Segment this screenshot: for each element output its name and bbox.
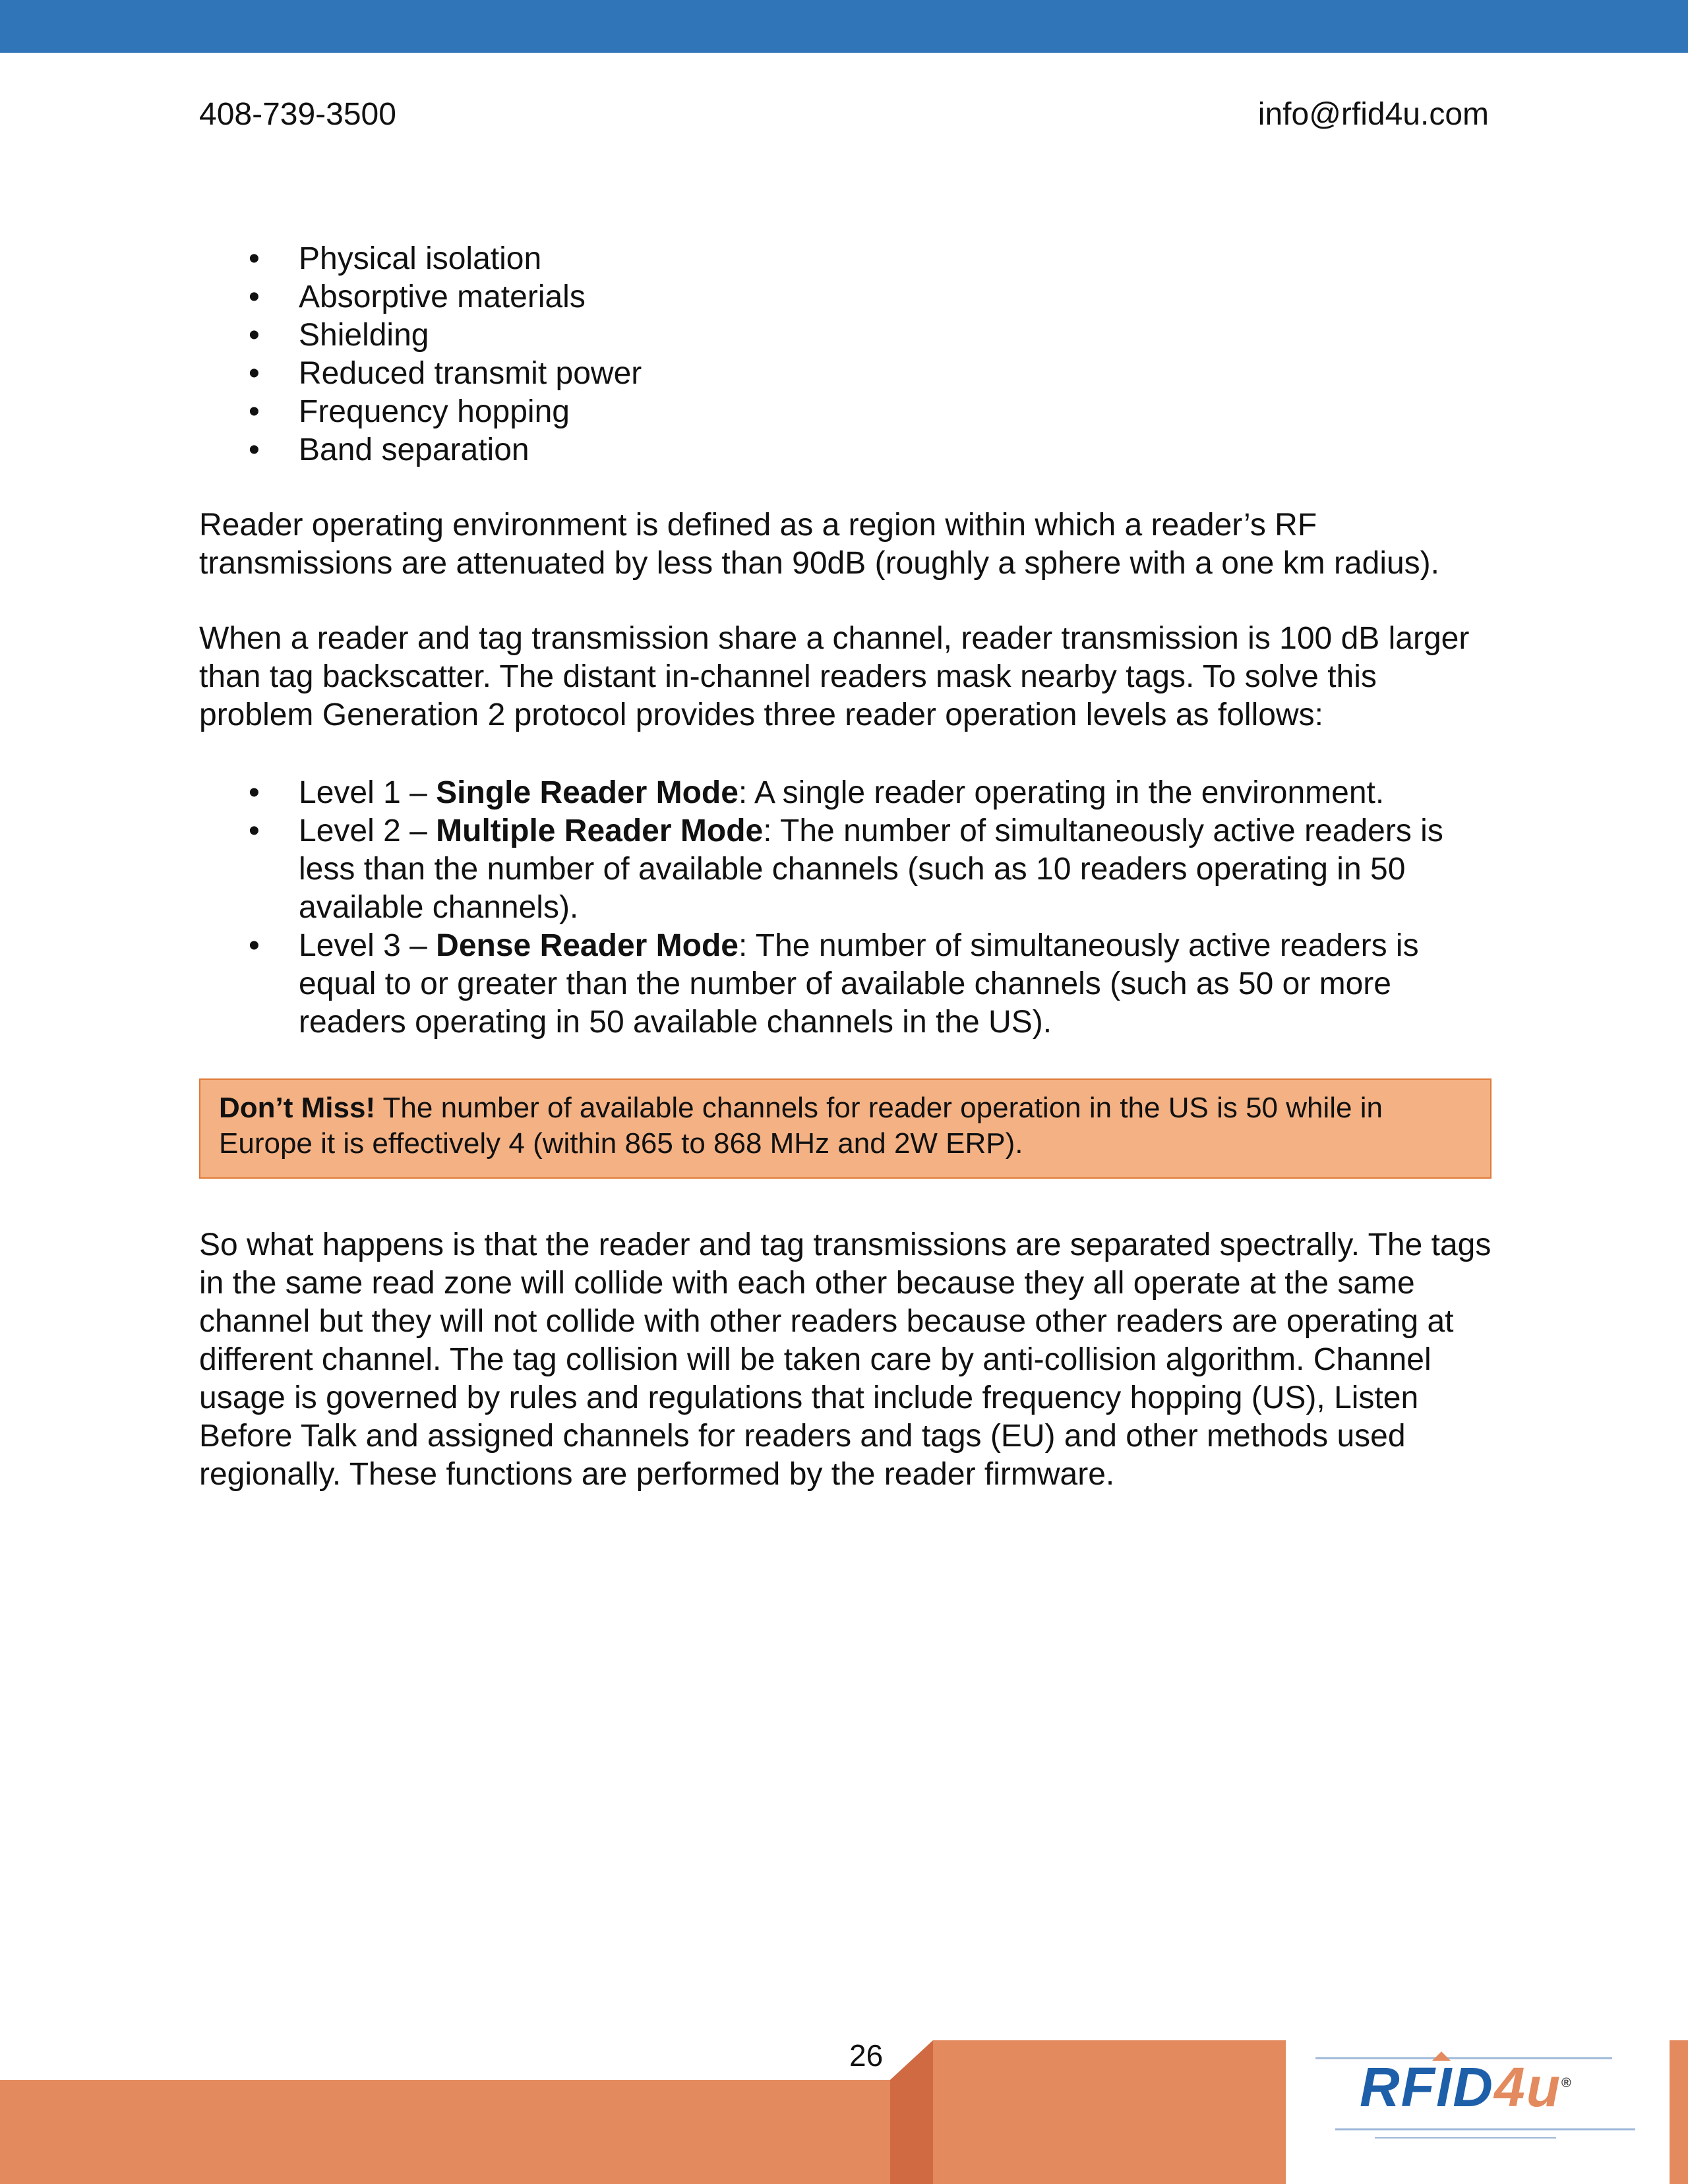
top-bar [0,0,1688,53]
reader-levels-list [199,774,1492,1042]
page-number: 26 [849,2038,884,2073]
list-item: • Frequency hopping [199,393,1492,431]
bullet-icon: • [249,775,260,810]
level-item: • Level 3 – Dense Reader Mode: The number of simultaneously active readers is equal to or greater than the number of available channels (such as 50 or more readers operating in 50 available channels in the US). [249,928,1419,1040]
bullet-icon: • [249,813,260,848]
list-item: • Band separation [199,431,1492,469]
level-item: • Level 2 – Multiple Reader Mode: The number of simultaneously active readers is less than the number of available channels (such as 10 readers operating in 50 available channels). [249,813,1443,925]
paragraph-spectral-separation: So what happens is that the reader and tag transmissions are separated spectrally. The tags in the same read zone will collide with each other because they all operate at the same channel but they will not collide with other readers because other readers are operating at different channel. The tag collision will be taken care by anti-collision algorithm. Channel usage is governed by rules and regulations that include frequency hopping (US), Listen Before Talk and assigned channels for readers and tags (EU) and other methods used regionally. These functions are performed by the reader firmware. [199,1227,1492,1492]
list-item: • Shielding [199,316,1492,355]
callout-label: Don’t Miss! [219,1092,376,1124]
bullet-icon: • [249,241,260,276]
bullet-icon: • [249,318,260,353]
dont-miss-callout [199,1078,1492,1179]
header-email: info@rfid4u.com [1257,97,1489,132]
header-phone: 408-739-3500 [199,97,396,132]
bullet-icon: • [249,432,260,467]
paragraph-operating-environment: Reader operating environment is defined as a region within which a reader’s RF transmissions are attenuated by less than 90dB (roughly a sphere with a one km radius). [199,508,1439,581]
paragraph-reader-levels-intro: When a reader and tag transmission share a channel, reader transmission is 100 dB larger than tag backscatter. The distant in-channel readers mask nearby tags. To solve this problem Generation 2 protocol provides three reader operation levels as follows: [199,621,1470,732]
list-item: • Absorptive materials [199,278,1492,316]
level-item: • Level 1 – Single Reader Mode: A single reader operating in the environment. [199,774,1492,812]
rfid4u-logo: RFID4u® [1360,2056,1573,2118]
bullet-icon: • [249,394,260,429]
bullet-icon: • [249,928,260,963]
level-name: Dense Reader Mode [436,928,738,963]
level-name: Multiple Reader Mode [436,813,764,848]
level-name: Single Reader Mode [436,775,738,810]
callout-text: The number of available channels for reader operation in the US is 50 while in Europe it is effectively 4 (within 865 to 868 MHz and 2W ERP). [219,1092,1383,1160]
list-item: • Reduced transmit power [199,355,1492,393]
document-body [199,240,1492,1494]
list-item: • Physical isolation [199,240,1492,278]
bullet-icon: • [249,356,260,391]
mitigation-list [199,240,1492,469]
bullet-icon: • [249,280,260,314]
